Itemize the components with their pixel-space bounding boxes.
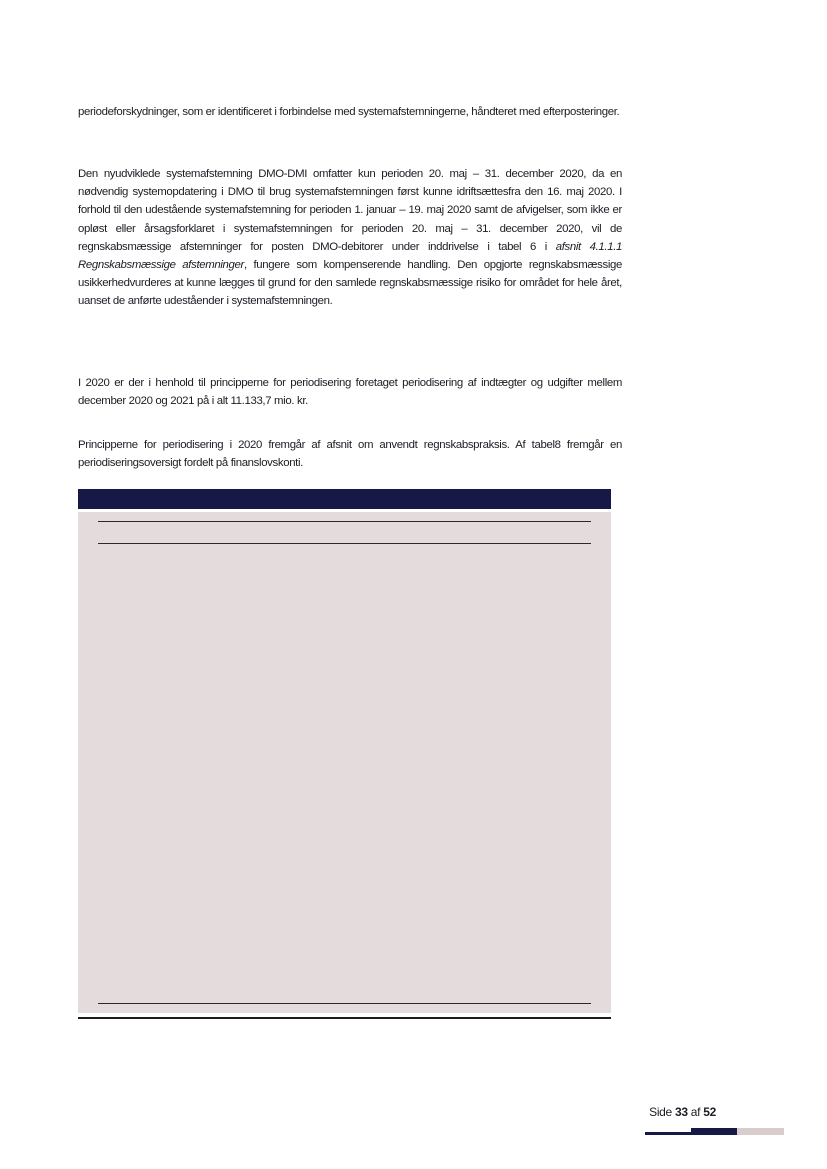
page-current: 33 [674,1105,688,1119]
paragraph-2-text-after: , fungere som kompenserende handling. Den opgjorte regnskabsmæssige usikkerhedvurderes at kunne lægges til grund for den samlede regnskabsmæssige risiko for området for hele året, uanset de anførte udeståender i systemafstemningen. [78,259,622,308]
footer-progress-bar [645,1128,784,1135]
table-rule-top [98,521,591,522]
table-rule-bottom [98,1003,591,1004]
paragraph-periodeforskydninger [78,103,622,121]
paragraph-3-text: I 2020 er der i henhold til principperne for periodisering foretaget periodisering af indtægter og udgifter mellem december 2020 og 2021 på i alt 11.133,7 mio. kr. [78,377,622,408]
page-number [649,1105,716,1119]
page-side-label: Side [649,1105,672,1119]
paragraph-periodisering-total [78,374,622,410]
table-header-bar [78,489,611,509]
paragraph-1-text: periodeforskydninger, som er identificeret i forbindelse med systemafstemningerne, håndteret med efterposteringer. [78,106,620,118]
table-body [78,512,611,1013]
page-af-label: af [690,1105,701,1119]
paragraph-periodisering-principper [78,436,622,472]
paragraph-4-text: Principperne for periodisering i 2020 fremgår af afsnit om anvendt regnskabspraksis. Af tabel8 fremgår en periodiseringsoversigt fordelt på finanslovskonti. [78,439,622,470]
footer-bar-segment-dark [691,1128,737,1135]
paragraph-systemafstemning [78,165,622,311]
footer-bar-segment-light [737,1128,784,1135]
table-rule-header [98,543,591,544]
footer-bar-segment-thin [645,1132,691,1135]
paragraph-2-text-before: Den nyudviklede systemafstemning DMO-DMI omfatter kun perioden 20. maj – 31. december 2020, da en nødvendig systemopdatering i DMO til brug systemafstemningen først kunne idriftsættesfra den 16. maj 2020. I forhold til den udestående systemafstemning for perioden 1. januar – 19. maj 2020 samt de afvigelser, som ikke er opløst eller årsagsforklaret i systemafstemningen for perioden 20. maj – 31. december 2020, vil de regnskabsmæssige afstemninger for posten DMO-debitorer under inddrivelse i tabel 6 i [78,168,622,253]
table-bottom-border [78,1017,611,1019]
page-total: 52 [703,1105,716,1119]
section-reference: afsnit 4.1.1.1 Regnskabsmæssige afstemninger [78,240,623,272]
